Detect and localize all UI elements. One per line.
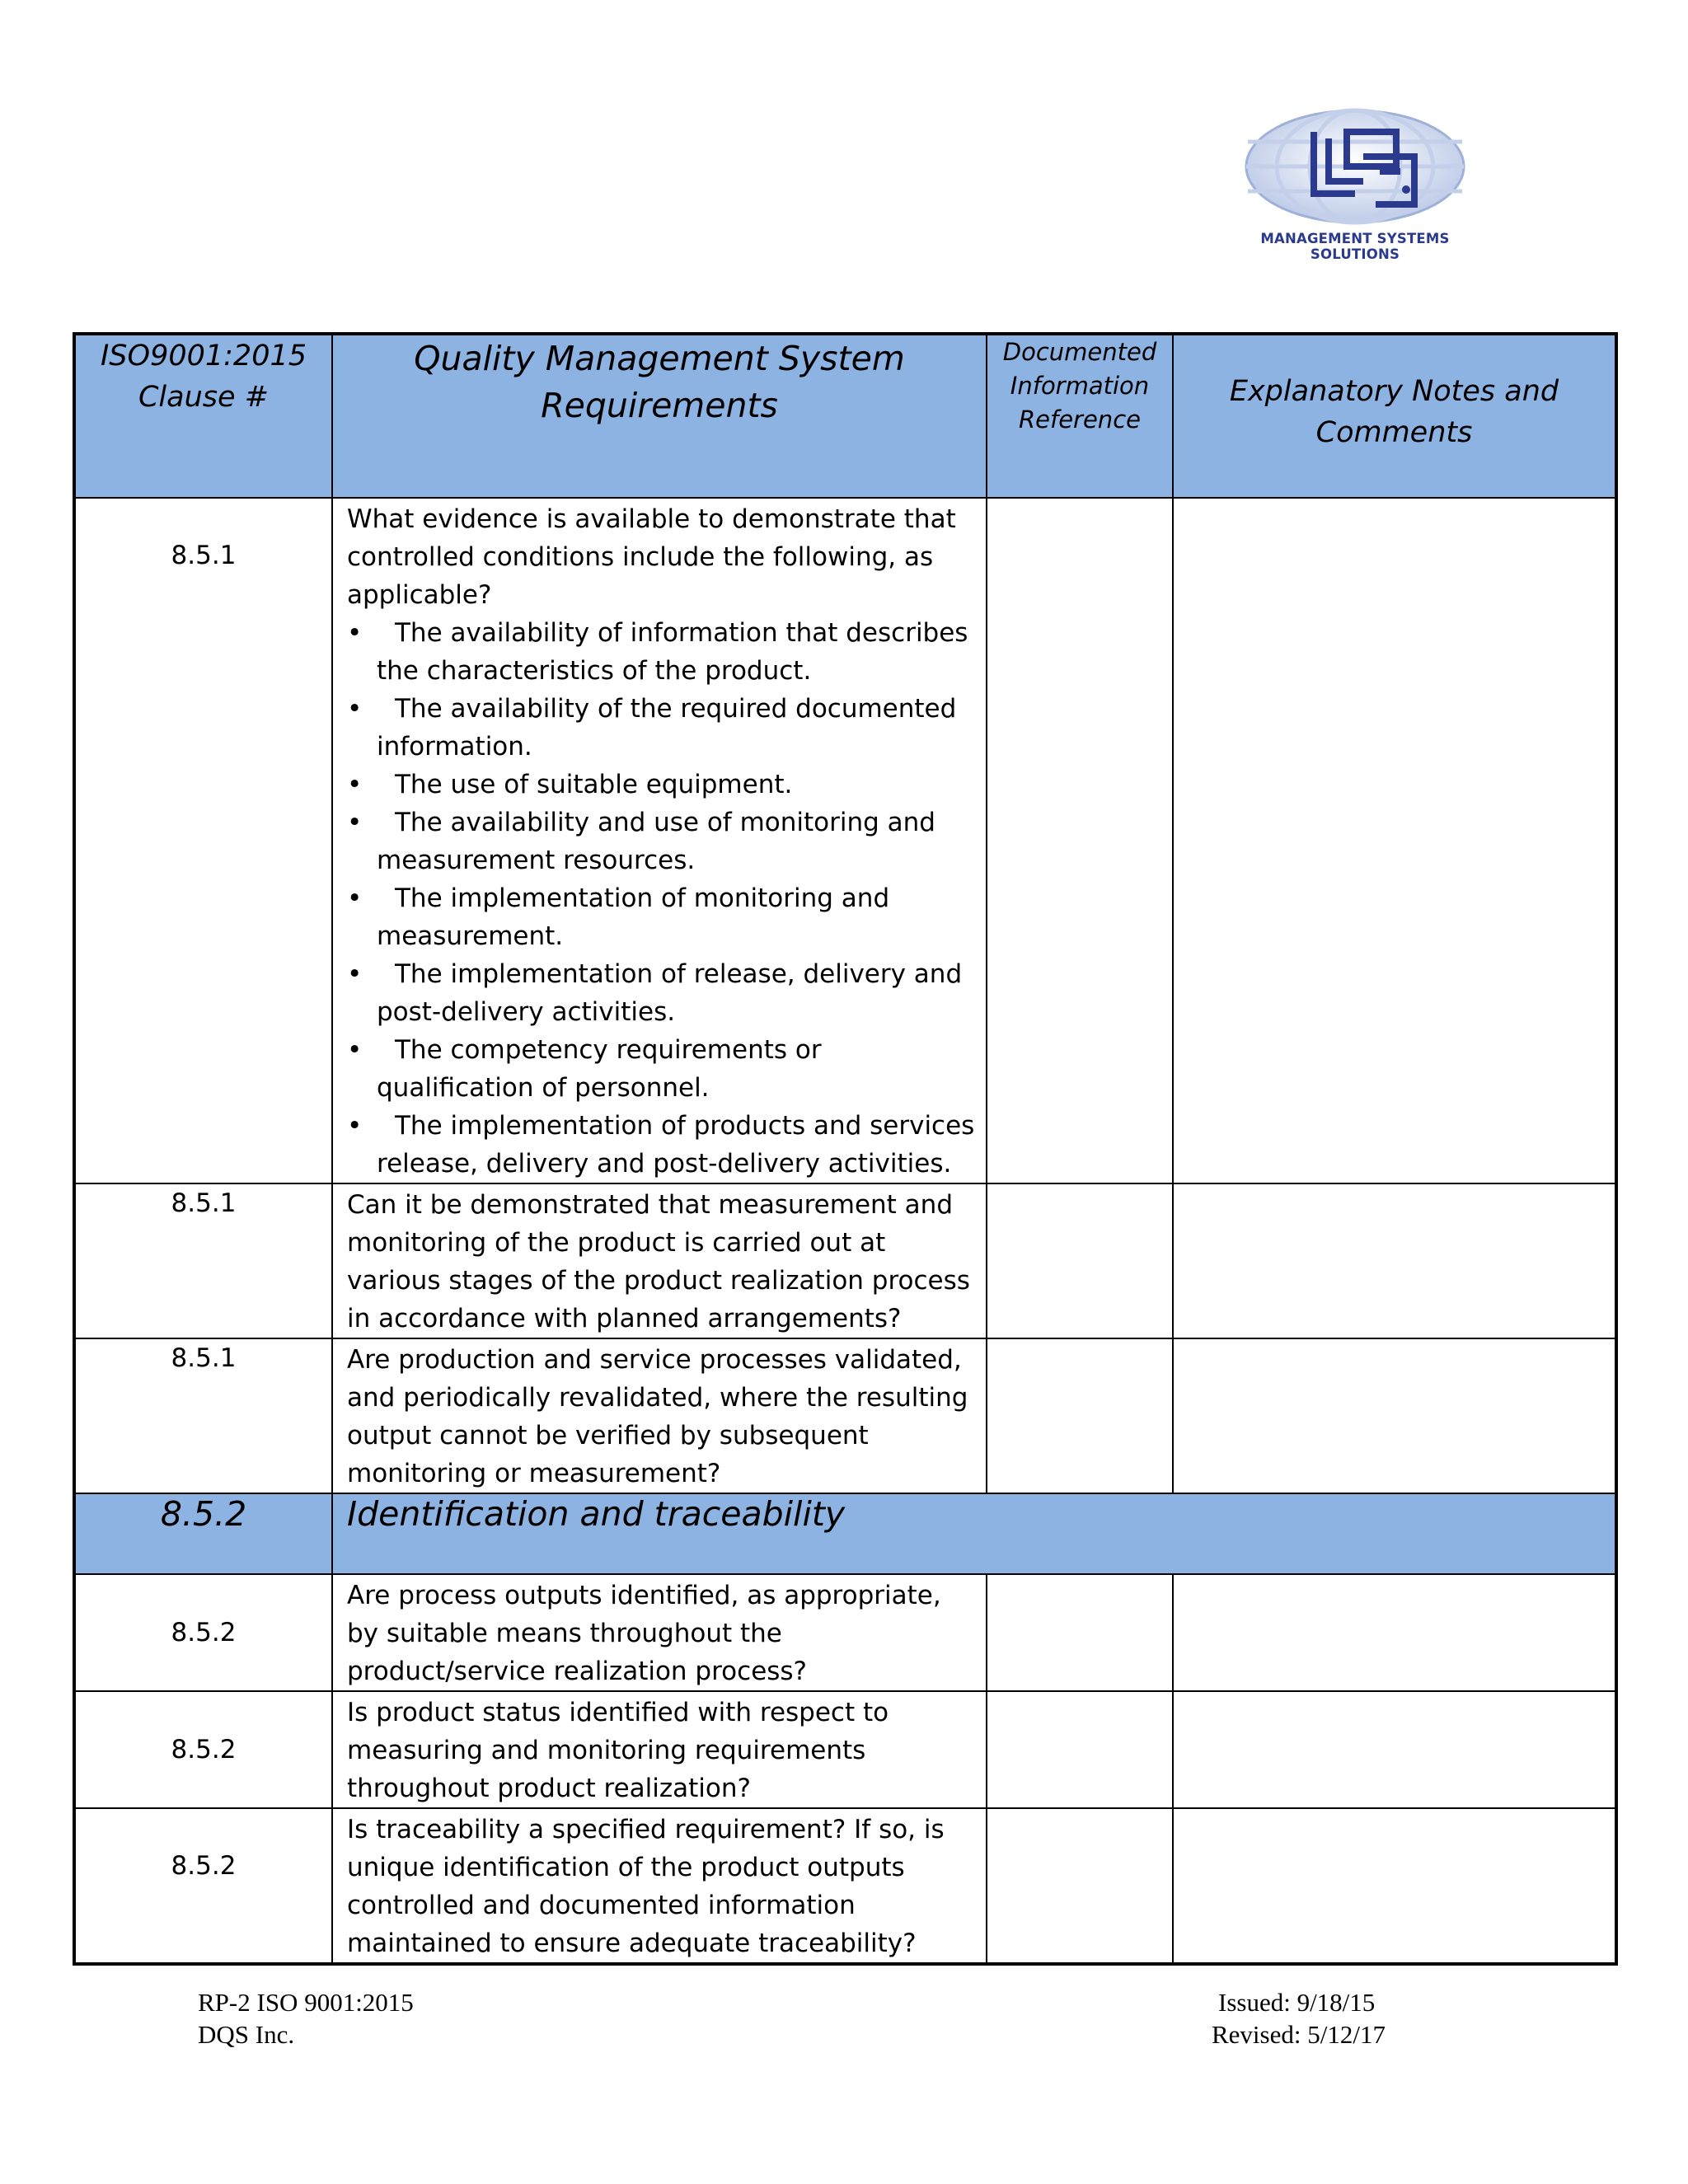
requirement-cell: Are process outputs identified, as appropriate, by suitable means throughout the product/service realization process? (332, 1574, 987, 1691)
table-row (74, 1183, 1616, 1338)
header-notes-text: Explanatory Notes and Comments (1229, 375, 1559, 449)
footer-revised: Revised: 5/12/17 (1212, 2020, 1386, 2049)
notes-cell[interactable] (1173, 1183, 1616, 1338)
clause-cell: 8.5.1 (74, 1338, 332, 1493)
header-doc-ref: Documented Information Reference (987, 334, 1173, 498)
notes-cell[interactable] (1173, 1808, 1616, 1964)
clause-cell (74, 498, 332, 1183)
clause-cell: 8.5.2 (74, 1691, 332, 1808)
globe-logo-icon (1231, 107, 1479, 227)
list-item: • The availability of the required documented information. (347, 690, 976, 766)
list-item: • The availability and use of monitoring and measurement resources. (347, 804, 976, 879)
footer-issued: Issued: 9/18/15 (1218, 1988, 1376, 2017)
requirement-cell: Is product status identified with respect to measuring and monitoring requirements throughout product realization? (332, 1691, 987, 1808)
list-item: • The use of suitable equipment. (347, 766, 976, 804)
requirement-cell: Can it be demonstrated that measurement and monitoring of the product is carried out at various stages of the product realization process in accordance with planned arrangements? (332, 1183, 987, 1338)
table-header-row (74, 334, 1616, 498)
notes-cell[interactable] (1173, 1691, 1616, 1808)
requirement-cell: Is traceability a specified requirement? If so, is unique identification of the product outputs controlled and documented information maintained to ensure adequate traceability? (332, 1808, 987, 1964)
clause-number: 8.5.1 (171, 541, 237, 570)
list-item: • The implementation of monitoring and measurement. (347, 879, 976, 955)
section-title: Identification and traceability (332, 1493, 1616, 1574)
table-row (74, 1691, 1616, 1808)
clause-cell (74, 1808, 332, 1964)
list-item: • The implementation of products and services release, delivery and post-delivery activities. (347, 1107, 976, 1183)
footer-right (1212, 1986, 1386, 2050)
list-item: • The availability of information that describes the characteristics of the product. (347, 614, 976, 690)
doc-ref-cell[interactable] (987, 498, 1173, 1183)
section-clause: 8.5.2 (74, 1493, 332, 1574)
doc-ref-cell[interactable] (987, 1338, 1173, 1493)
clause-number: 8.5.2 (171, 1851, 237, 1881)
clause-cell: 8.5.2 (74, 1574, 332, 1691)
table-row (74, 498, 1616, 1183)
list-item: • The competency requirements or qualification of personnel. (347, 1031, 976, 1107)
dqs-logo (1231, 107, 1479, 262)
header-notes (1173, 334, 1616, 498)
notes-cell[interactable] (1173, 1574, 1616, 1691)
clause-cell: 8.5.1 (74, 1183, 332, 1338)
requirement-cell (332, 498, 987, 1183)
notes-cell[interactable] (1173, 1338, 1616, 1493)
footer-company: DQS Inc. (198, 2020, 295, 2049)
requirement-bullets (347, 614, 976, 1183)
table-row (74, 1574, 1616, 1691)
table-row (74, 1338, 1616, 1493)
table-row (74, 1808, 1616, 1964)
section-header-row (74, 1493, 1616, 1574)
footer-left (198, 1986, 414, 2050)
header-requirements: Quality Management System Requirements (332, 334, 987, 498)
doc-ref-cell[interactable] (987, 1574, 1173, 1691)
requirement-intro: What evidence is available to demonstrate that controlled conditions include the following, as applicable? (347, 504, 956, 610)
requirements-table (73, 332, 1618, 1966)
footer-doc-id: RP-2 ISO 9001:2015 (198, 1988, 414, 2017)
logo-caption: MANAGEMENT SYSTEMS SOLUTIONS (1260, 231, 1450, 262)
doc-ref-cell[interactable] (987, 1808, 1173, 1964)
notes-cell[interactable] (1173, 498, 1616, 1183)
header-clause: ISO9001:2015 Clause # (74, 334, 332, 498)
requirement-cell: Are production and service processes validated, and periodically revalidated, where the resulting output cannot be verified by subsequent monitoring or measurement? (332, 1338, 987, 1493)
doc-ref-cell[interactable] (987, 1691, 1173, 1808)
doc-ref-cell[interactable] (987, 1183, 1173, 1338)
list-item: • The implementation of release, delivery and post-delivery activities. (347, 955, 976, 1031)
